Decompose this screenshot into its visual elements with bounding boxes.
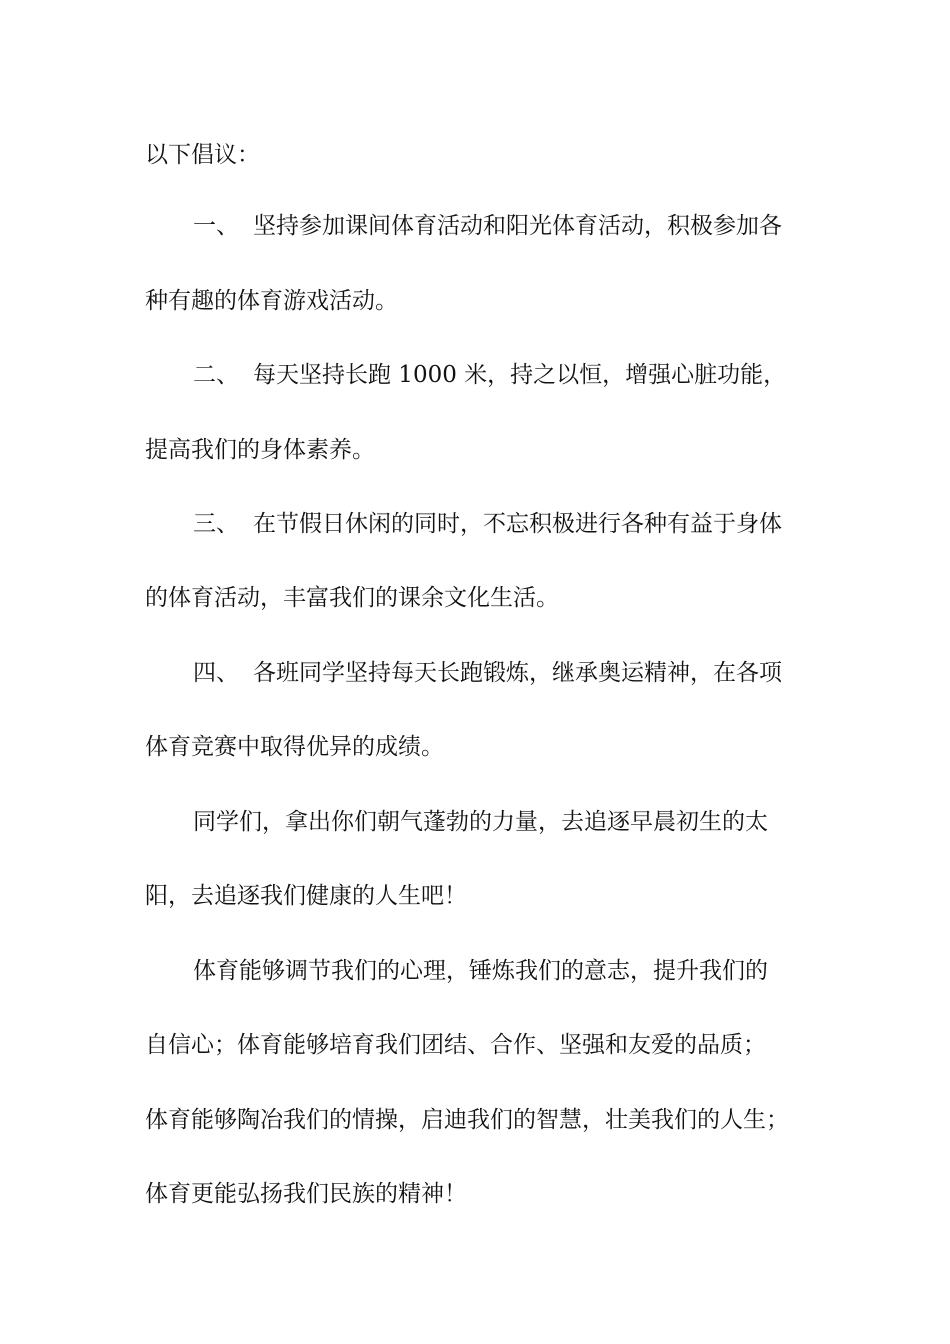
item-2-line-2: 提高我们的身体素养。 — [145, 437, 375, 463]
paragraph-2-line-3: 体育能够陶冶我们的情操，启迪我们的智慧，壮美我们的人生； — [145, 1107, 789, 1133]
item-3-line-2: 的体育活动，丰富我们的课余文化生活。 — [145, 585, 559, 611]
item-4-text: 各班同学坚持每天长跑锻炼，继承奥运精神，在各项 — [253, 660, 782, 686]
item-3-text: 在节假日休闲的同时，不忘积极进行各种有益于身体 — [253, 511, 782, 537]
item-1-line-1 — [193, 206, 893, 246]
item-1-number: 一、 — [193, 213, 239, 239]
item-2-text: 每天坚持长跑 1000 米，持之以恒，增强心脏功能， — [253, 362, 787, 388]
item-4-number: 四、 — [193, 660, 239, 686]
intro-text: 以下倡议： — [145, 142, 260, 168]
paragraph-2-line-2: 自信心；体育能够培育我们团结、合作、坚强和友爱的品质； — [145, 1032, 766, 1058]
item-3-line-1 — [193, 504, 893, 544]
paragraph-2-line-1: 体育能够调节我们的心理，锤炼我们的意志，提升我们的 — [193, 958, 768, 984]
item-1-line-2: 种有趣的体育游戏活动。 — [145, 288, 398, 314]
paragraph-1-line-1: 同学们，拿出你们朝气蓬勃的力量，去追逐早晨初生的太 — [193, 809, 768, 835]
item-3-number: 三、 — [193, 511, 239, 537]
item-1-text: 坚持参加课间体育活动和阳光体育活动，积极参加各 — [253, 213, 782, 239]
paragraph-2-line-4: 体育更能弘扬我们民族的精神！ — [145, 1181, 467, 1207]
paragraph-1-line-2: 阳，去追逐我们健康的人生吧！ — [145, 883, 467, 909]
item-4-line-2: 体育竞赛中取得优异的成绩。 — [145, 734, 444, 760]
item-2-line-1 — [193, 355, 893, 395]
item-4-line-1 — [193, 653, 893, 693]
item-2-number: 二、 — [193, 362, 239, 388]
